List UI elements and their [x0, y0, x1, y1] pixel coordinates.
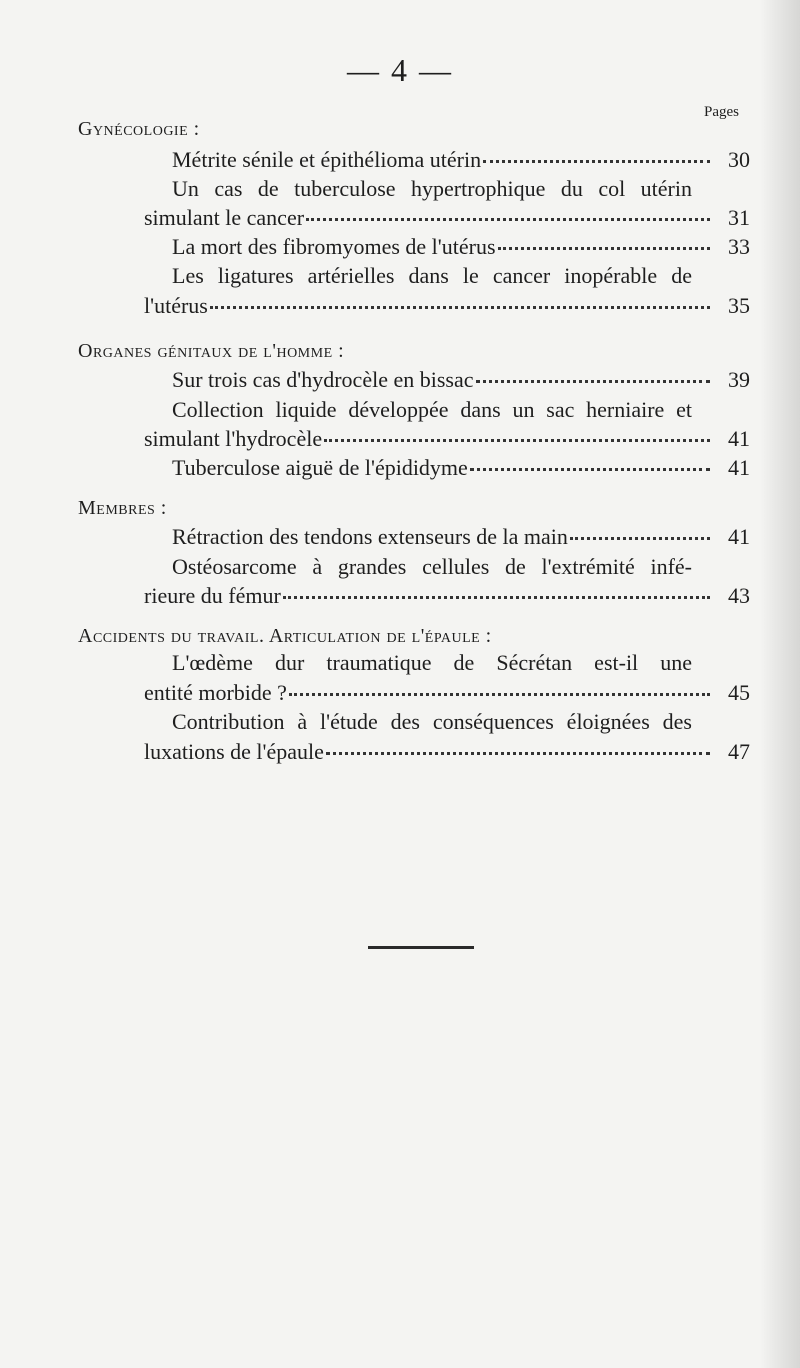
entry-page-number: 33 [728, 234, 750, 259]
entry-title-continuation: l'utérus [144, 293, 208, 318]
entry-title: Sur trois cas d'hydrocèle en bissac [172, 367, 474, 392]
dot-leader [470, 468, 710, 471]
dot-leader [210, 306, 710, 309]
entry-title-continuation: simulant le cancer [144, 205, 305, 230]
toc-entry [172, 522, 750, 552]
entry-title-line: Les ligatures artérielles dans le cancer inopérable de [172, 263, 692, 288]
closing-rule [368, 946, 474, 949]
entry-title-line: Contribution à l'étude des conséquences éloignées des [172, 709, 692, 734]
toc-entry [144, 424, 750, 454]
section-title-organes-genitaux: Organes génitaux de l'homme : [78, 340, 345, 362]
toc-entry [172, 365, 750, 395]
entry-title: Tuberculose aiguë de l'épididyme [172, 455, 468, 480]
entry-title-line: Collection liquide développée dans un sac herniaire et [172, 397, 692, 422]
entry-page-number: 45 [728, 680, 750, 705]
dot-leader [283, 596, 710, 599]
dot-leader [326, 752, 710, 755]
toc-entry [144, 291, 750, 321]
entry-page-number: 41 [728, 455, 750, 480]
dot-leader [570, 537, 710, 540]
dot-leader [289, 693, 710, 696]
entry-title: La mort des fibromyomes de l'utérus [172, 234, 496, 259]
entry-page-number: 35 [728, 293, 750, 318]
toc-entry [172, 232, 750, 262]
dot-leader [476, 380, 711, 383]
section-title-membres: Membres : [78, 497, 167, 519]
entry-page-number: 43 [728, 583, 750, 608]
entry-title-continuation: simulant l'hydrocèle [144, 426, 323, 451]
dot-leader [498, 247, 710, 250]
entry-title-line: Un cas de tuberculose hypertrophique du col utérin [172, 176, 692, 201]
page-number: — 4 — [347, 52, 453, 88]
dot-leader [306, 218, 710, 221]
entry-title-line: Ostéosarcome à grandes cellules de l'extrémité infé- [172, 554, 692, 579]
toc-entry [172, 453, 750, 483]
page-edge-shadow [760, 0, 800, 1368]
entry-page-number: 41 [728, 524, 750, 549]
entry-title: Rétraction des tendons extenseurs de la main [172, 524, 568, 549]
entry-page-number: 30 [728, 147, 750, 172]
toc-entry [144, 737, 750, 767]
toc-entry [144, 203, 750, 233]
entry-page-number: 31 [728, 205, 750, 230]
toc-entry [144, 678, 750, 708]
section-title-gynecologie: Gynécologie : [78, 118, 200, 140]
toc-entry [144, 581, 750, 611]
dot-leader [324, 439, 710, 442]
entry-title: Métrite sénile et épithélioma utérin [172, 147, 482, 172]
section-title-accidents-du-travail: Accidents du travail. Articulation de l'épaule : [78, 625, 492, 647]
toc-entry [172, 145, 750, 175]
entry-title-continuation: luxations de l'épaule [144, 739, 324, 764]
pages-column-label: Pages [704, 104, 739, 120]
entry-title-line: L'œdème dur traumatique de Sécrétan est-il une [172, 650, 692, 675]
entry-page-number: 41 [728, 426, 750, 451]
dot-leader [483, 160, 710, 163]
entry-title-continuation: rieure du fémur [144, 583, 281, 608]
entry-page-number: 47 [728, 739, 750, 764]
entry-page-number: 39 [728, 367, 750, 392]
entry-title-continuation: entité morbide ? [144, 680, 287, 705]
